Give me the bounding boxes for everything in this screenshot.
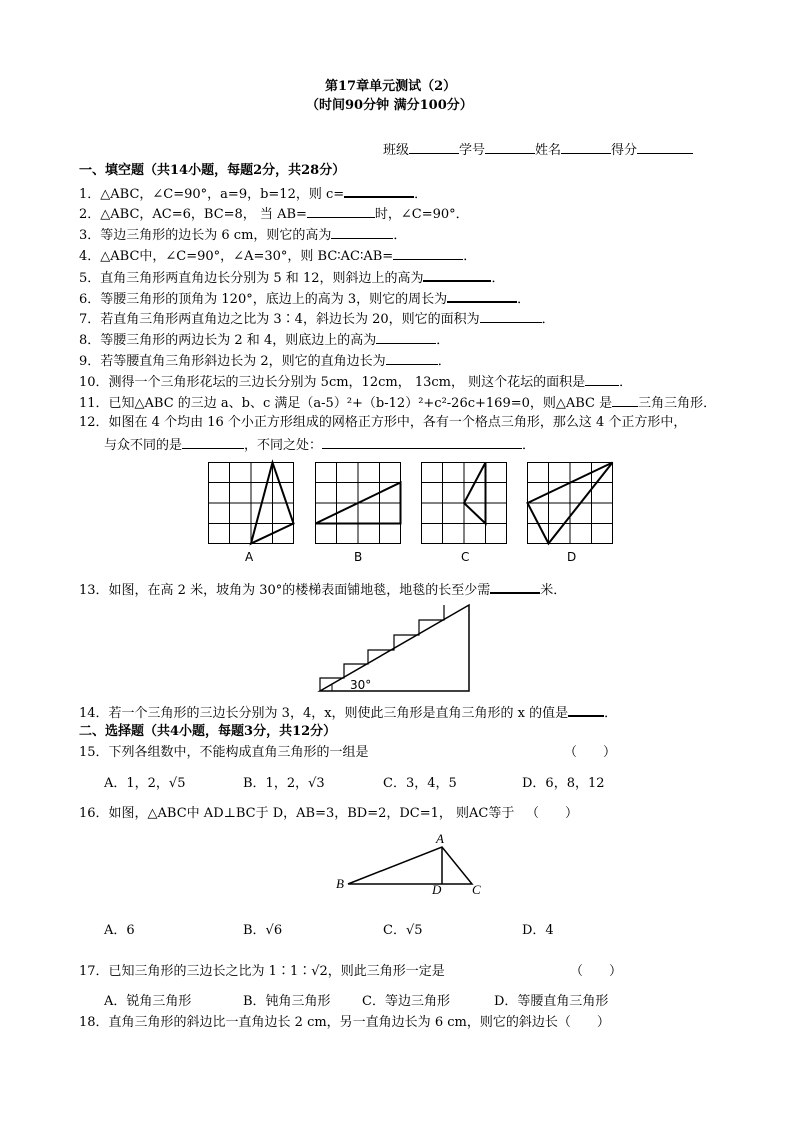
answer-blank-13[interactable] bbox=[490, 580, 540, 594]
answer-blank-2[interactable] bbox=[307, 205, 375, 218]
q15-option-c[interactable]: C．3，4，5 bbox=[383, 776, 457, 791]
name-label: 姓名 bbox=[535, 143, 562, 158]
answer-blank-9[interactable] bbox=[386, 352, 438, 365]
question-10: 10．测得一个三角形花坛的三边长分别为 5cm，12cm， 13cm， 则这个花坛的面积是 ． bbox=[79, 375, 633, 390]
question-9: 9．若等腰直角三角形斜边长为 2，则它的直角边长为 ． bbox=[79, 354, 451, 369]
question-3: 3．等边三角形的边长为 6 cm，则它的高为 ． bbox=[79, 228, 407, 243]
question-18: 18．直角三角形的斜边比一直角边长 2 cm，另一直角边长为 6 cm，则它的斜边长（ ） bbox=[79, 1015, 610, 1030]
q15-option-d[interactable]: D．6，8，12 bbox=[522, 776, 605, 791]
question-8: 8．等腰三角形的两边长为 2 和 4，则底边上的高为 ． bbox=[79, 333, 450, 348]
answer-blank-12a[interactable] bbox=[182, 436, 244, 449]
page-subtitle: （时间90分钟 满分100分） bbox=[306, 98, 473, 113]
point-d-label: D bbox=[432, 882, 442, 897]
answer-blank-5[interactable] bbox=[423, 268, 491, 282]
page-title: 第17章单元测试（2） bbox=[325, 79, 457, 94]
question-15: 15．下列各组数中，不能构成直角三角形的一组是 bbox=[79, 745, 369, 760]
question-13: 13．如图，在高 2 米，坡角为 30°的楼梯表面铺地毯，地毯的长至少需 米． bbox=[79, 580, 566, 599]
q17-option-c[interactable]: C．等边三角形 bbox=[362, 994, 450, 1009]
question-12-line2: 与众不同的是 ，不同之处： ． bbox=[104, 438, 536, 453]
question-12-line1: 12．如图在 4 个均由 16 个小正方形组成的网格正方形中，各有一个格点三角形，那么这 4 个正方形中， bbox=[79, 415, 687, 430]
q16-option-a[interactable]: A．6 bbox=[104, 923, 135, 938]
stair-angle-label: 30° bbox=[350, 678, 372, 692]
stair-steps bbox=[320, 605, 444, 691]
score-field[interactable] bbox=[637, 141, 693, 154]
answer-paren-17[interactable]: （ ） bbox=[570, 964, 623, 979]
student-id-field[interactable] bbox=[485, 141, 535, 154]
grid-figure-d bbox=[527, 462, 613, 544]
grid-label-c: C bbox=[461, 550, 470, 564]
class-label: 班级 bbox=[383, 143, 410, 158]
answer-blank-6[interactable] bbox=[447, 289, 517, 303]
staircase-figure bbox=[318, 605, 473, 693]
question-6: 6．等腰三角形的顶角为 120°，底边上的高为 3，则它的周长为 ． bbox=[79, 289, 530, 308]
class-field[interactable] bbox=[409, 141, 459, 154]
q17-option-d[interactable]: D．等腰直角三角形 bbox=[494, 994, 609, 1009]
answer-blank-7[interactable] bbox=[480, 310, 542, 323]
q17-option-b[interactable]: B．钝角三角形 bbox=[243, 994, 331, 1009]
question-17: 17．已知三角形的三边长之比为 1∶1∶√2，则此三角形一定是 bbox=[79, 964, 445, 979]
question-4: 4．△ABC中，∠C=90°，∠A=30°，则 BC∶AC∶AB= ． bbox=[79, 249, 477, 264]
q16-option-c[interactable]: C．√5 bbox=[383, 923, 423, 938]
info-fields bbox=[383, 141, 693, 159]
point-c-label: C bbox=[472, 882, 481, 897]
question-2: 2．△ABC，AC=6，BC=8， 当 AB= 时，∠C=90°． bbox=[79, 207, 469, 222]
q16-option-b[interactable]: B．√6 bbox=[243, 923, 283, 938]
answer-blank-14[interactable] bbox=[568, 703, 604, 717]
grid-figure-c bbox=[421, 462, 507, 544]
question-1: 1．△ABC，∠C=90°，a=9，b=12，则 c= ． bbox=[79, 184, 427, 203]
answer-blank-8[interactable] bbox=[376, 331, 436, 344]
grid-figure-a bbox=[208, 462, 294, 544]
answer-paren-16[interactable]: （ ） bbox=[526, 806, 579, 821]
grid-label-a: A bbox=[245, 550, 254, 564]
question-11: 11．已知△ABC 的三边 a、b、c 满足（a-5）²+（b-12）²+c²-26c+169=0，则△ABC 是 三角三角形． bbox=[79, 396, 717, 411]
name-field[interactable] bbox=[561, 141, 611, 154]
q17-option-a[interactable]: A．锐角三角形 bbox=[104, 994, 192, 1009]
grid-label-d: D bbox=[567, 550, 577, 564]
triangle-abc-figure bbox=[334, 830, 490, 896]
q15-option-a[interactable]: A．1，2，√5 bbox=[104, 776, 186, 791]
score-label: 得分 bbox=[611, 143, 638, 158]
triangle-c bbox=[464, 463, 486, 524]
answer-blank-4[interactable] bbox=[393, 247, 463, 260]
section-heading-choice: 二、选择题（共4小题，每题3分，共12分） bbox=[79, 724, 337, 739]
answer-blank-11[interactable] bbox=[612, 394, 638, 407]
answer-blank-12b[interactable] bbox=[322, 436, 522, 449]
answer-blank-1[interactable] bbox=[344, 184, 414, 198]
question-14: 14．若一个三角形的三边长分别为 3，4，x，则使此三角形是直角三角形的 x 的值是 ． bbox=[79, 703, 617, 722]
q15-option-b[interactable]: B．1，2，√3 bbox=[243, 776, 325, 791]
question-5: 5．直角三角形两直角边长分别为 5 和 12，则斜边上的高为 ． bbox=[79, 268, 505, 287]
section-heading-fill-in: 一、填空题（共14小题，每题2分，共28分） bbox=[79, 163, 346, 178]
q16-option-d[interactable]: D．4 bbox=[522, 923, 554, 938]
student-id-label: 学号 bbox=[459, 143, 486, 158]
point-b-label: B bbox=[336, 876, 344, 891]
grid-figure-b bbox=[315, 462, 401, 544]
question-7: 7．若直角三角形两直角边之比为 3∶4，斜边长为 20，则它的面积为 ． bbox=[79, 312, 555, 327]
answer-blank-10[interactable] bbox=[585, 373, 619, 386]
answer-paren-15[interactable]: （ ） bbox=[564, 745, 617, 760]
question-16: 16．如图，△ABC中 AD⊥BC于 D，AB=3，BD=2，DC=1， 则AC等于 bbox=[79, 806, 515, 821]
point-a-label: A bbox=[436, 831, 444, 846]
grid-label-b: B bbox=[354, 550, 363, 564]
answer-blank-3[interactable] bbox=[331, 226, 393, 239]
